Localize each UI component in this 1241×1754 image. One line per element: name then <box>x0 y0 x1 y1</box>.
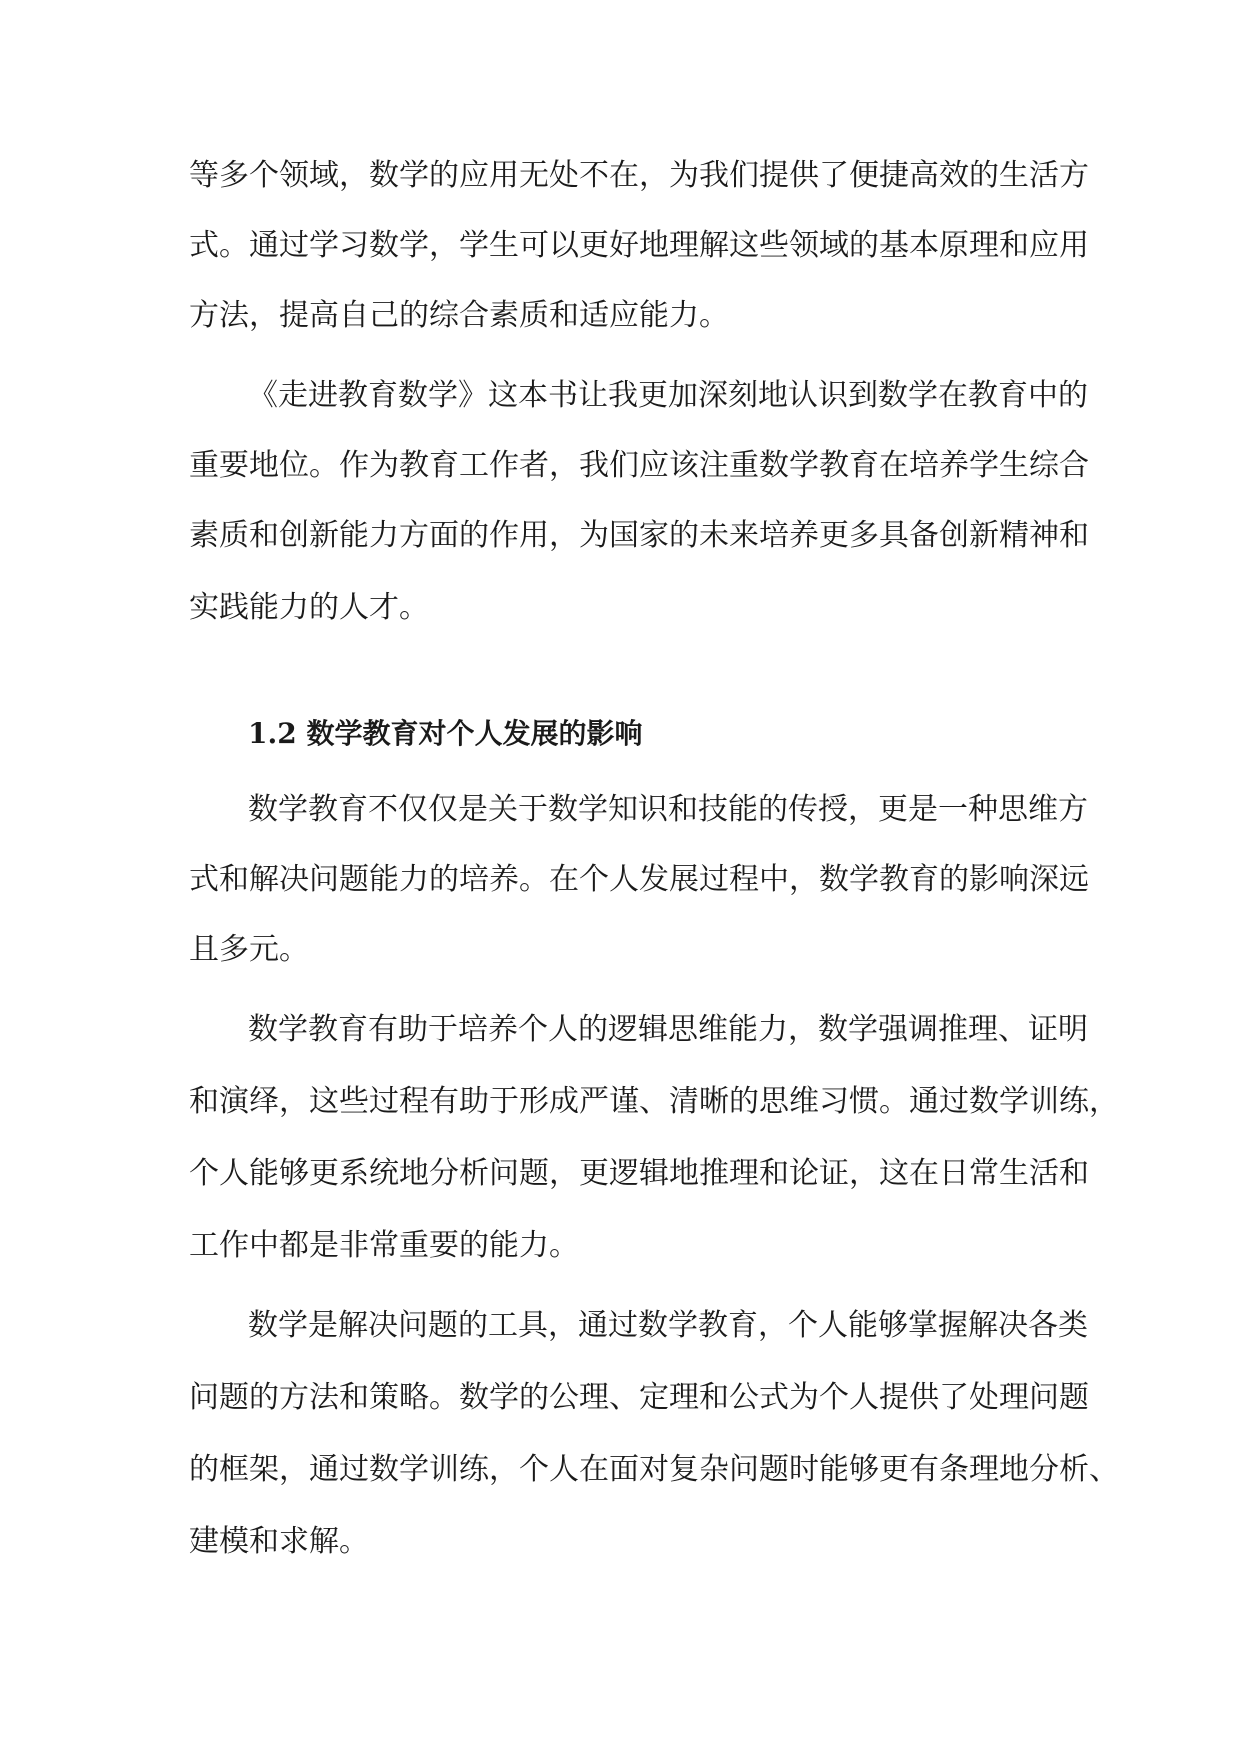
paragraph-line: 数学教育有助于培养个人的逻辑思维能力，数学强调推理、证明 <box>248 1012 1088 1047</box>
paragraph-line: 式。通过学习数学，学生可以更好地理解这些领域的基本原理和应用 <box>189 228 1089 263</box>
paragraph-line: 《走进教育数学》这本书让我更加深刻地认识到数学在教育中的 <box>248 378 1088 413</box>
paragraph-line: 等多个领域，数学的应用无处不在，为我们提供了便捷高效的生活方 <box>189 158 1089 193</box>
paragraph-line: 式和解决问题能力的培养。在个人发展过程中，数学教育的影响深远 <box>189 862 1089 897</box>
paragraph-line: 工作中都是非常重要的能力。 <box>189 1228 579 1263</box>
paragraph-line: 建模和求解。 <box>189 1524 369 1559</box>
paragraph-line: 重要地位。作为教育工作者，我们应该注重数学教育在培养学生综合 <box>189 448 1089 483</box>
paragraph-line: 个人能够更系统地分析问题，更逻辑地推理和论证，这在日常生活和 <box>189 1156 1089 1191</box>
paragraph-line: 问题的方法和策略。数学的公理、定理和公式为个人提供了处理问题 <box>189 1380 1089 1415</box>
paragraph-line: 和演绎，这些过程有助于形成严谨、清晰的思维习惯。通过数学训练， <box>189 1084 1119 1119</box>
section-heading: 1.2 数学教育对个人发展的影响 <box>248 717 643 750</box>
paragraph-line: 方法，提高自己的综合素质和适应能力。 <box>189 298 729 333</box>
paragraph-line: 数学教育不仅仅是关于数学知识和技能的传授，更是一种思维方 <box>248 792 1088 827</box>
paragraph-line: 的框架，通过数学训练，个人在面对复杂问题时能够更有条理地分析、 <box>189 1452 1119 1487</box>
paragraph-line: 素质和创新能力方面的作用，为国家的未来培养更多具备创新精神和 <box>189 518 1089 553</box>
paragraph-line: 数学是解决问题的工具，通过数学教育，个人能够掌握解决各类 <box>248 1308 1088 1343</box>
paragraph-line: 实践能力的人才。 <box>189 590 429 625</box>
paragraph-line: 且多元。 <box>189 932 309 967</box>
